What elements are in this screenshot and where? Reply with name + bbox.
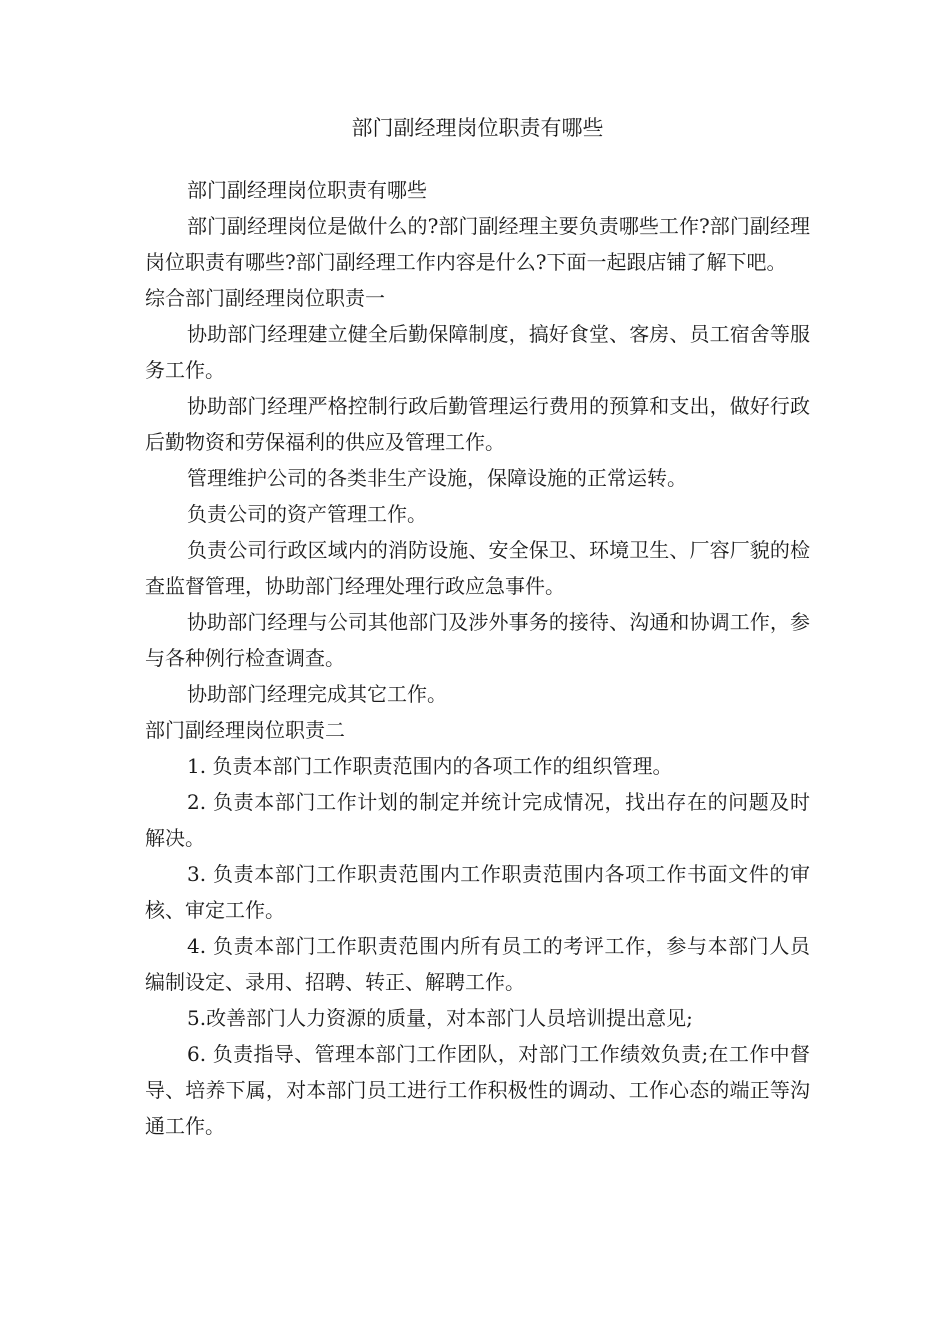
document-title: 部门副经理岗位职责有哪些: [351, 116, 604, 140]
paragraph: 协助部门经理建立健全后勤保障制度，搞好食堂、客房、员工宿舍等服务工作。: [145, 322, 810, 382]
document-page: [145, 108, 810, 1144]
section-heading: 综合部门副经理岗位职责一: [145, 286, 385, 310]
paragraph: 协助部门经理与公司其他部门及涉外事务的接待、沟通和协调工作，参与各种例行检查调查。: [145, 610, 810, 670]
section-heading: 部门副经理岗位职责二: [145, 718, 345, 742]
list-item: 2. 负责本部门工作计划的制定并统计完成情况，找出存在的问题及时解决。: [145, 790, 810, 850]
list-item: 4. 负责本部门工作职责范围内所有员工的考评工作，参与本部门人员编制设定、录用、招聘、转正、解聘工作。: [145, 934, 810, 994]
paragraph: 负责公司行政区域内的消防设施、安全保卫、环境卫生、厂容厂貌的检查监督管理，协助部门经理处理行政应急事件。: [145, 538, 810, 598]
list-item: 3. 负责本部门工作职责范围内工作职责范围内各项工作书面文件的审核、审定工作。: [145, 862, 810, 922]
list-item: 5.改善部门人力资源的质量，对本部门人员培训提出意见;: [187, 1006, 693, 1030]
document-body: [145, 172, 810, 1144]
paragraph: 管理维护公司的各类非生产设施，保障设施的正常运转。: [187, 466, 687, 490]
list-item: 1. 负责本部门工作职责范围内的各项工作的组织管理。: [187, 754, 673, 778]
paragraph: 协助部门经理严格控制行政后勤管理运行费用的预算和支出，做好行政后勤物资和劳保福利的供应及管理工作。: [145, 394, 810, 454]
paragraph: 部门副经理岗位职责有哪些: [187, 178, 427, 202]
list-item: 6. 负责指导、管理本部门工作团队，对部门工作绩效负责;在工作中督导、培养下属，对本部门员工进行工作积极性的调动、工作心态的端正等沟通工作。: [145, 1042, 810, 1138]
paragraph: 协助部门经理完成其它工作。: [187, 682, 447, 706]
paragraph: 部门副经理岗位是做什么的?部门副经理主要负责哪些工作?部门副经理岗位职责有哪些?部门副经理工作内容是什么?下面一起跟店铺了解下吧。: [145, 214, 810, 274]
paragraph: 负责公司的资产管理工作。: [187, 502, 427, 526]
